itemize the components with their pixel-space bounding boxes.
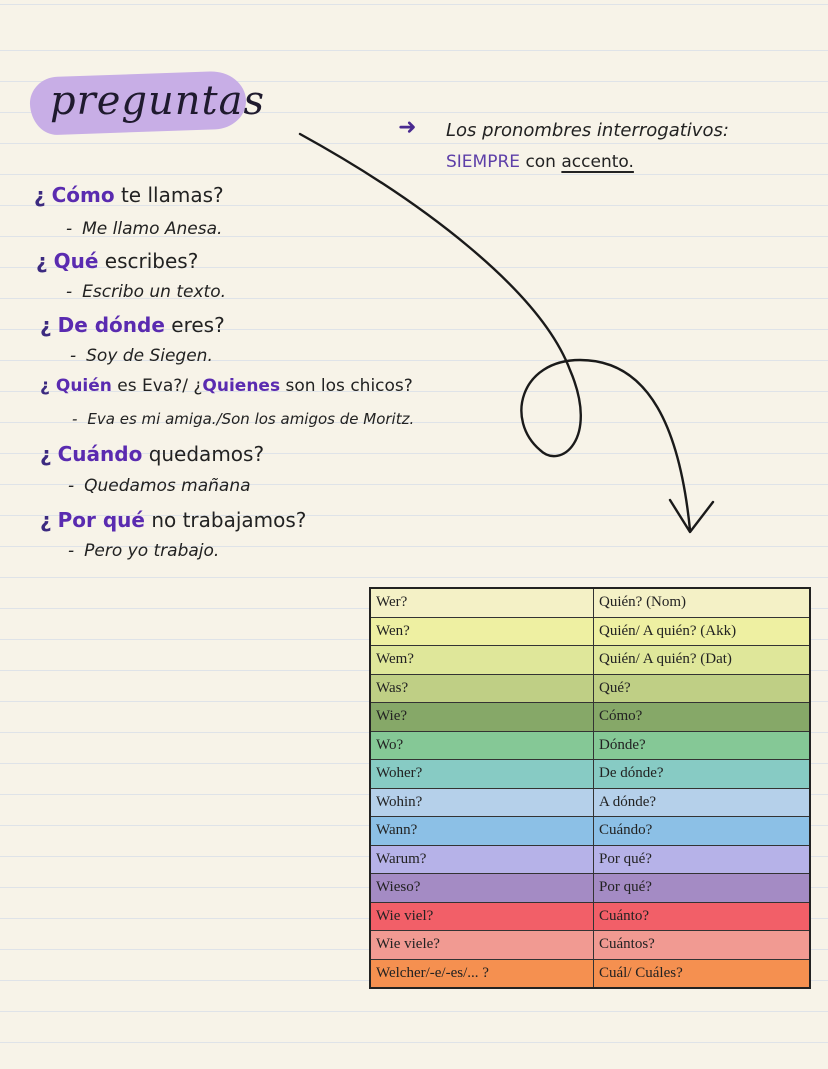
spanish-word-cell: Por qué? — [594, 845, 811, 874]
inverted-question-mark: ¿ — [40, 376, 50, 396]
question-word: De dónde — [57, 313, 165, 337]
question-rest: no trabajamos? — [151, 508, 307, 532]
inverted-question-mark: ¿ — [40, 313, 52, 337]
german-word-cell: Wen? — [370, 617, 594, 646]
spanish-word-cell: Cuánto? — [594, 902, 811, 931]
german-word-cell: Wie? — [370, 703, 594, 732]
question-1 — [34, 183, 224, 207]
table-row — [370, 617, 810, 646]
german-word-cell: Wann? — [370, 817, 594, 846]
answer-5: - Quedamos mañana — [68, 476, 251, 496]
page-title: preguntas — [50, 78, 265, 124]
spanish-word-cell: Cómo? — [594, 703, 811, 732]
answer-2: - Escribo un texto. — [66, 282, 227, 302]
note-siempre: SIEMPRE — [446, 152, 521, 172]
inverted-question-mark: ¿ — [40, 508, 52, 532]
table-row — [370, 788, 810, 817]
spanish-word-cell: Cuándo? — [594, 817, 811, 846]
spanish-word-cell: De dónde? — [594, 760, 811, 789]
question-word: Quién — [55, 376, 112, 396]
question-rest: te llamas? — [120, 183, 224, 207]
table-row — [370, 760, 810, 789]
question-word: Por qué — [57, 508, 145, 532]
german-word-cell: Warum? — [370, 845, 594, 874]
german-word-cell: Wem? — [370, 646, 594, 675]
spanish-word-cell: Qué? — [594, 674, 811, 703]
question-word-2: Quienes — [202, 376, 281, 396]
spanish-word-cell: Quién? (Nom) — [594, 588, 811, 617]
question-5 — [40, 442, 264, 466]
arrow-right-icon: ➜ — [398, 115, 417, 140]
question-rest: eres? — [171, 313, 225, 337]
question-word: Qué — [53, 249, 99, 273]
inverted-question-mark: ¿ — [36, 249, 48, 273]
table-row — [370, 817, 810, 846]
spanish-word-cell: Cuál/ Cuáles? — [594, 959, 811, 988]
inverted-question-mark: ¿ — [34, 183, 46, 207]
table-row — [370, 703, 810, 732]
spanish-word-cell: Dónde? — [594, 731, 811, 760]
question-4 — [40, 376, 413, 396]
question-word: Cómo — [51, 183, 115, 207]
german-word-cell: Wo? — [370, 731, 594, 760]
german-word-cell: Wie viel? — [370, 902, 594, 931]
answer-3: - Soy de Siegen. — [70, 346, 213, 366]
table-row — [370, 674, 810, 703]
note-con: con — [525, 152, 556, 172]
question-word: Cuándo — [57, 442, 143, 466]
question-rest: escribes? — [104, 249, 199, 273]
table-row — [370, 874, 810, 903]
spanish-word-cell: Por qué? — [594, 874, 811, 903]
question-rest: es Eva?/ ¿ — [117, 376, 203, 396]
answer-4: - Eva es mi amiga./Son los amigos de Moritz. — [72, 410, 415, 428]
answer-1: - Me llamo Anesa. — [66, 219, 223, 239]
german-word-cell: Wieso? — [370, 874, 594, 903]
interrogatives-table — [369, 587, 811, 989]
note-accento: accento. — [561, 152, 634, 172]
note-line-1: Los pronombres interrogativos: — [446, 120, 729, 141]
question-3 — [40, 313, 225, 337]
german-word-cell: Wer? — [370, 588, 594, 617]
table-row — [370, 845, 810, 874]
table-row — [370, 646, 810, 675]
german-word-cell: Wohin? — [370, 788, 594, 817]
german-word-cell: Welcher/-e/-es/... ? — [370, 959, 594, 988]
german-word-cell: Was? — [370, 674, 594, 703]
german-word-cell: Woher? — [370, 760, 594, 789]
inverted-question-mark: ¿ — [40, 442, 52, 466]
spanish-word-cell: Quién/ A quién? (Dat) — [594, 646, 811, 675]
table-row — [370, 902, 810, 931]
spanish-word-cell: A dónde? — [594, 788, 811, 817]
note-line-2 — [446, 152, 634, 172]
table-row — [370, 959, 810, 988]
table-row — [370, 588, 810, 617]
question-2 — [36, 249, 198, 273]
question-6 — [40, 508, 306, 532]
question-rest: quedamos? — [148, 442, 265, 466]
table-row — [370, 731, 810, 760]
german-word-cell: Wie viele? — [370, 931, 594, 960]
spanish-word-cell: Cuántos? — [594, 931, 811, 960]
spanish-word-cell: Quién/ A quién? (Akk) — [594, 617, 811, 646]
table-row — [370, 931, 810, 960]
answer-6: - Pero yo trabajo. — [68, 541, 220, 561]
question-rest-2: son los chicos? — [285, 376, 413, 396]
